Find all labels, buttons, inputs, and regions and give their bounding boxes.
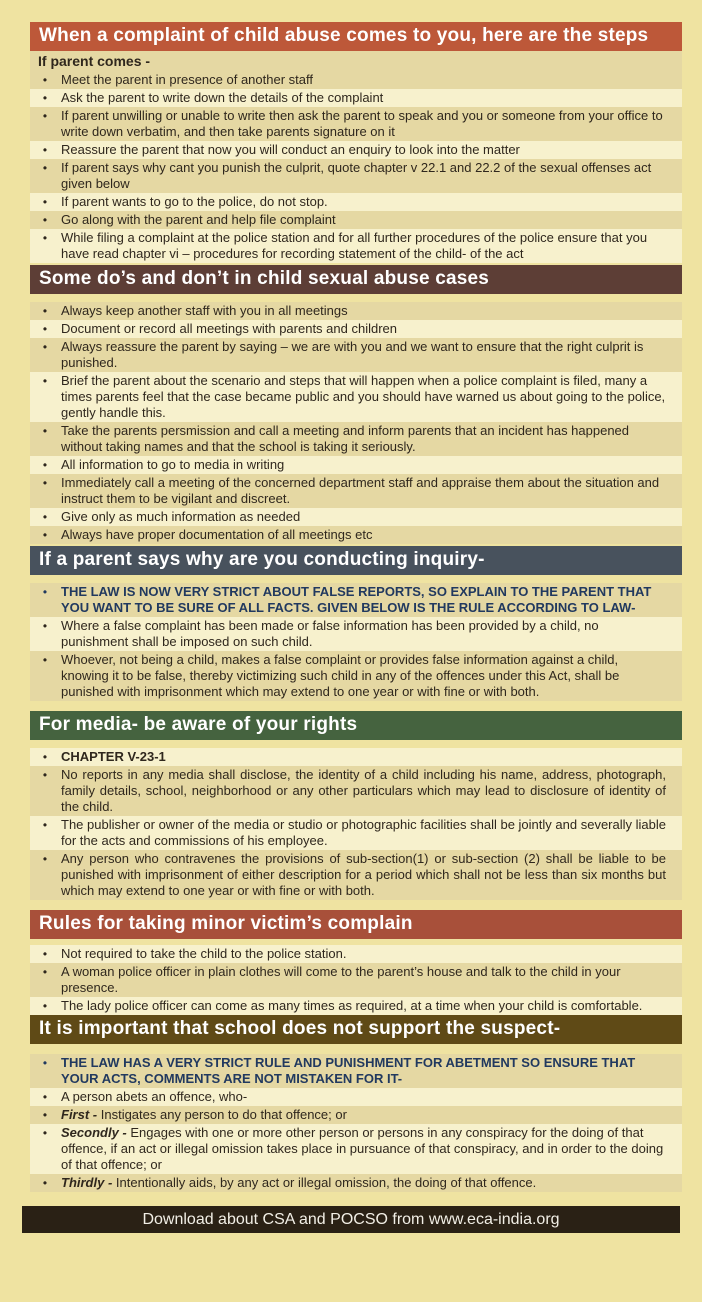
bullet-icon: • <box>42 818 48 832</box>
section-title-minor-victim-complain: Rules for taking minor victim’s complain <box>30 910 682 939</box>
section-dos-and-donts <box>30 265 682 544</box>
bullet-icon: • <box>42 1126 48 1140</box>
item-lead: Secondly - <box>61 1125 131 1140</box>
list-item <box>30 850 682 900</box>
list-item <box>30 422 682 456</box>
item-text: If parent wants to go to the police, do not stop. <box>61 194 328 209</box>
item-text: Immediately call a meeting of the concerned department staff and appraise them about the situation and instruct them to be vigilant and discreet. <box>61 475 660 506</box>
list-item <box>30 474 682 508</box>
item-text: Ask the parent to write down the details of the complaint <box>61 90 384 105</box>
list-item <box>30 229 682 263</box>
section-title-complaint-steps: When a complaint of child abuse comes to you, here are the steps <box>30 22 682 51</box>
bullet-icon: • <box>42 195 48 209</box>
bullet-icon: • <box>42 585 48 599</box>
bullet-icon: • <box>42 768 48 782</box>
list-item <box>30 1054 682 1088</box>
bullet-icon: • <box>42 374 48 388</box>
bullet-icon: • <box>42 852 48 866</box>
item-text: Always have proper documentation of all meetings etc <box>61 527 373 542</box>
item-text: CHAPTER V-23-1 <box>61 749 166 764</box>
item-text: Where a false complaint has been made or false information has been provided by a child, no punishment shall be imposed on such child. <box>61 618 599 649</box>
list-item <box>30 748 682 766</box>
bullet-icon: • <box>42 947 48 961</box>
bullet-icon: • <box>42 619 48 633</box>
item-text: THE LAW IS NOW VERY STRICT ABOUT FALSE REPORTS, SO EXPLAIN TO THE PARENT THAT YOU WANT TO BE SURE OF ALL FACTS. GIVEN BELOW IS THE RULE ACCORDING TO LAW- <box>61 584 652 615</box>
bullet-icon: • <box>42 750 48 764</box>
section-school-not-support-suspect <box>30 1015 682 1192</box>
list-item <box>30 107 682 141</box>
list-item <box>30 766 682 816</box>
list-item <box>30 372 682 422</box>
list-item <box>30 320 682 338</box>
bullet-icon: • <box>42 965 48 979</box>
bullet-icon: • <box>42 1176 48 1190</box>
item-text: Any person who contravenes the provisions of sub-section(1) or sub-section (2) shall be liable to be punished with imprisonment of either description for a period which shall not be less than six months but which may extend to one year or with fine or with both. <box>61 851 666 898</box>
list-item <box>30 456 682 474</box>
list-item <box>30 617 682 651</box>
section-title-conducting-inquiry: If a parent says why are you conducting inquiry- <box>30 546 682 575</box>
bullet-icon: • <box>42 476 48 490</box>
bullet-icon: • <box>42 73 48 87</box>
item-text: Always keep another staff with you in all meetings <box>61 303 348 318</box>
item-text: The publisher or owner of the media or studio or photographic facilities shall be jointly and severally liable for the acts and commissions of his employee. <box>61 817 666 848</box>
list-item <box>30 508 682 526</box>
sub-heading <box>30 51 682 71</box>
item-text: If parent unwilling or unable to write then ask the parent to speak and you or someone from your office to write down verbatim, and then take parents signature on it <box>61 108 663 139</box>
footer-bar <box>22 1206 680 1233</box>
list-item <box>30 1106 682 1124</box>
item-text: If parent says why cant you punish the culprit, quote chapter v 22.1 and 22.2 of the sexual offenses act given below <box>61 160 652 191</box>
list-item <box>30 526 682 544</box>
list-item <box>30 651 682 701</box>
item-text: A person abets an offence, who- <box>61 1089 248 1104</box>
item-text: Brief the parent about the scenario and steps that will happen when a police complaint is filed, many a times parents feel that the case became public and you should have warned us about going to the police, gently handle this. <box>61 373 666 420</box>
list-item <box>30 89 682 107</box>
footer-text: Download about CSA and POCSO from www.eca-india.org <box>142 1211 560 1228</box>
list-item <box>30 945 682 963</box>
list-item <box>30 1088 682 1106</box>
item-text: Document or record all meetings with parents and children <box>61 321 398 336</box>
bullet-icon: • <box>42 458 48 472</box>
list-item <box>30 816 682 850</box>
item-text: Not required to take the child to the police station. <box>61 946 347 961</box>
list-item <box>30 963 682 997</box>
section-media-rights <box>30 711 682 900</box>
section-conducting-inquiry <box>30 546 682 701</box>
list-item <box>30 1124 682 1174</box>
item-text: Give only as much information as needed <box>61 509 301 524</box>
list-item <box>30 141 682 159</box>
item-text: While filing a complaint at the police station and for all further procedures of the police ensure that you have read chapter vi – procedures for recording statement of the child- of the act <box>61 230 648 261</box>
bullet-icon: • <box>42 231 48 245</box>
item-lead: First - <box>61 1107 101 1122</box>
item-text: A woman police officer in plain clothes will come to the parent’s house and talk to the child in your presence. <box>61 964 621 995</box>
item-text: Always reassure the parent by saying – we are with you and we want to ensure that the right culprit is punished. <box>61 339 644 370</box>
item-text: All information to go to media in writing <box>61 457 285 472</box>
list-item <box>30 997 682 1015</box>
bullet-icon: • <box>42 161 48 175</box>
bullet-icon: • <box>42 653 48 667</box>
section-title-media-rights: For media- be aware of your rights <box>30 711 682 740</box>
item-text: Secondly - Engages with one or more other person or persons in any conspiracy for the doing of that offence, if an act or illegal omission takes place in pursuance of that conspiracy, and in order to the doing of that offence; or <box>61 1125 664 1172</box>
bullet-icon: • <box>42 304 48 318</box>
item-text: Meet the parent in presence of another staff <box>61 72 313 87</box>
list-item <box>30 302 682 320</box>
bullet-icon: • <box>42 510 48 524</box>
bullet-icon: • <box>42 213 48 227</box>
item-text: THE LAW HAS A VERY STRICT RULE AND PUNISHMENT FOR ABETMENT SO ENSURE THAT YOUR ACTS, COMMENTS ARE NOT MISTAKEN FOR IT- <box>61 1055 636 1086</box>
bullet-icon: • <box>42 1090 48 1104</box>
bullet-icon: • <box>42 528 48 542</box>
bullet-icon: • <box>42 322 48 336</box>
item-text: Whoever, not being a child, makes a false complaint or provides false information against a child, knowing it to be false, thereby victimizing such child in any of the offences under this Act, shall be punished with imprisonment which may extend to one year or with fine or with both. <box>61 652 620 699</box>
list-item <box>30 193 682 211</box>
item-text: Take the parents persmission and call a meeting and inform parents that an incident has happened without taking names and that the school is taking it seriously. <box>61 423 630 454</box>
bullet-icon: • <box>42 143 48 157</box>
item-text: No reports in any media shall disclose, the identity of a child including his name, address, photograph, family details, school, neighborhood or any other particulars which may lead to disclosure of identity of the child. <box>61 767 666 814</box>
list-item <box>30 583 682 617</box>
section-minor-victim-complain <box>30 910 682 1015</box>
list-item <box>30 338 682 372</box>
list-item <box>30 211 682 229</box>
item-lead: Thirdly - <box>61 1175 116 1190</box>
list-item <box>30 1174 682 1192</box>
section-title-dos-and-donts: Some do’s and don’t in child sexual abuse cases <box>30 265 682 294</box>
bullet-icon: • <box>42 424 48 438</box>
item-text: First - Instigates any person to do that offence; or <box>61 1107 347 1122</box>
bullet-icon: • <box>42 1108 48 1122</box>
item-text: Thirdly - Intentionally aids, by any act or illegal omission, the doing of that offence. <box>61 1175 537 1190</box>
bullet-icon: • <box>42 91 48 105</box>
list-item <box>30 159 682 193</box>
section-complaint-steps <box>30 22 682 263</box>
bullet-icon: • <box>42 1056 48 1070</box>
bullet-icon: • <box>42 109 48 123</box>
item-text: Go along with the parent and help file complaint <box>61 212 336 227</box>
poster-body <box>30 22 682 1192</box>
list-item <box>30 71 682 89</box>
section-title-school-not-support-suspect: It is important that school does not support the suspect- <box>30 1015 682 1044</box>
item-text: Reassure the parent that now you will conduct an enquiry to look into the matter <box>61 142 520 157</box>
bullet-icon: • <box>42 340 48 354</box>
item-text: If parent comes - <box>38 53 151 69</box>
bullet-icon: • <box>42 999 48 1013</box>
item-text: The lady police officer can come as many times as required, at a time when your child is comfortable. <box>61 998 643 1013</box>
